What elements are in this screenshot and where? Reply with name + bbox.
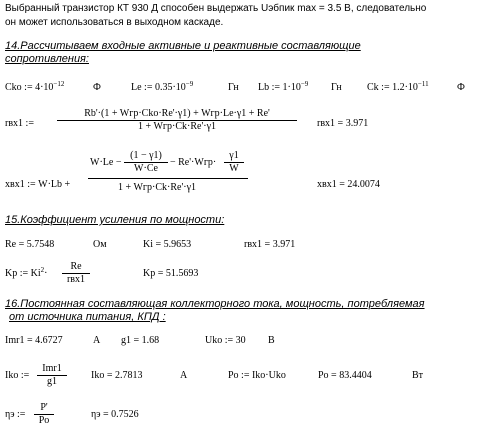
- section-15-title: 15.Коэффициент усиления по мощности:: [5, 214, 225, 226]
- rbx1-value: rвх1 = 3.971: [244, 239, 296, 250]
- kp-result: Kp = 51.5693: [143, 268, 199, 279]
- xbx1-inner-fraction-1: (1 − γ1) W·Ce: [124, 150, 168, 175]
- iko-unit: A: [180, 370, 188, 381]
- kp-fraction: Re rвх1: [62, 261, 90, 286]
- eta-fraction: P' Po: [34, 402, 54, 427]
- g1-value: g1 = 1.68: [121, 335, 160, 346]
- iko-lhs: Iko :=: [5, 370, 30, 381]
- ck-definition: Ck := $1.2\cdot 10^{-11}$: [367, 80, 429, 93]
- intro-line-2: он может использоваться в выходном каскаде.: [5, 17, 224, 28]
- xbx1-lhs: xвх1 := W·Lb +: [5, 179, 71, 190]
- iko-fraction: Imr1 g1: [37, 363, 67, 388]
- po-result: Po = 83.4404: [318, 370, 372, 381]
- re-value: Re = 5.7548: [5, 239, 55, 250]
- uko-definition: Uko := 30: [205, 335, 246, 346]
- cko-unit: Ф: [93, 82, 101, 93]
- intro-line-1: Выбранный транзистор КТ 930 Д способен выдержать Uэбпик max = 3.5 В, следовательно: [5, 3, 427, 14]
- kp-lhs: Kp := $Ki^2\cdot$: [5, 266, 48, 279]
- section-16-title-line-1: 16.Постоянная составляющая коллекторного тока, мощность, потребляемая: [5, 298, 425, 310]
- eta-lhs: ηэ :=: [5, 409, 26, 420]
- le-definition: Le := $0.35\cdot 10^{-9}$: [131, 80, 194, 93]
- section-14-title-line-1: 14.Рассчитываем входные активные и реактивные составляющие: [5, 40, 361, 52]
- uko-unit: B: [268, 335, 275, 346]
- xbx1-denominator: 1 + Wгр·Ck·Re'·γ1: [118, 182, 196, 193]
- po-unit: Вт: [412, 370, 424, 381]
- re-unit: Ом: [93, 239, 107, 250]
- ki-value: Ki = 5.9653: [143, 239, 192, 250]
- ck-unit: Ф: [457, 82, 465, 93]
- xbx1-inner-fraction-2: γ1 W: [224, 150, 244, 175]
- cko-definition: Cko := $4\cdot 10^{-12}$: [5, 80, 65, 93]
- xbx1-inner-term-2: − Re'·Wгр·: [170, 157, 217, 168]
- iko-result: Iko = 2.7813: [91, 370, 143, 381]
- rbx1-lhs: rвх1 :=: [5, 118, 34, 129]
- xbx1-inner-term-1: W·Le −: [90, 157, 122, 168]
- imr1-unit: A: [93, 335, 101, 346]
- rbx1-result: rвх1 = 3.971: [317, 118, 369, 129]
- xbx1-result: xвх1 = 24.0074: [317, 179, 380, 190]
- eta-result: ηэ = 0.7526: [91, 409, 139, 420]
- lb-unit: Гн: [331, 82, 342, 93]
- section-14-title-line-2: сопротивления:: [5, 53, 89, 65]
- le-unit: Гн: [228, 82, 239, 93]
- po-definition: Po := Iko·Uko: [228, 370, 286, 381]
- rbx1-denominator: 1 + Wгр·Ck·Re'·γ1: [138, 121, 216, 132]
- xbx1-main-fraction-bar: [88, 178, 248, 179]
- imr1-value: Imr1 = 4.6727: [5, 335, 63, 346]
- section-16-title-line-2: от источника питания, КПД :: [9, 311, 166, 323]
- rbx1-fraction: [57, 108, 297, 133]
- lb-definition: Lb := $1\cdot 10^{-9}$: [258, 80, 309, 93]
- rbx1-numerator: Rb'·(1 + Wгр·Cko·Re'·γ1) + Wгр·Le·γ1 + Re': [84, 108, 270, 119]
